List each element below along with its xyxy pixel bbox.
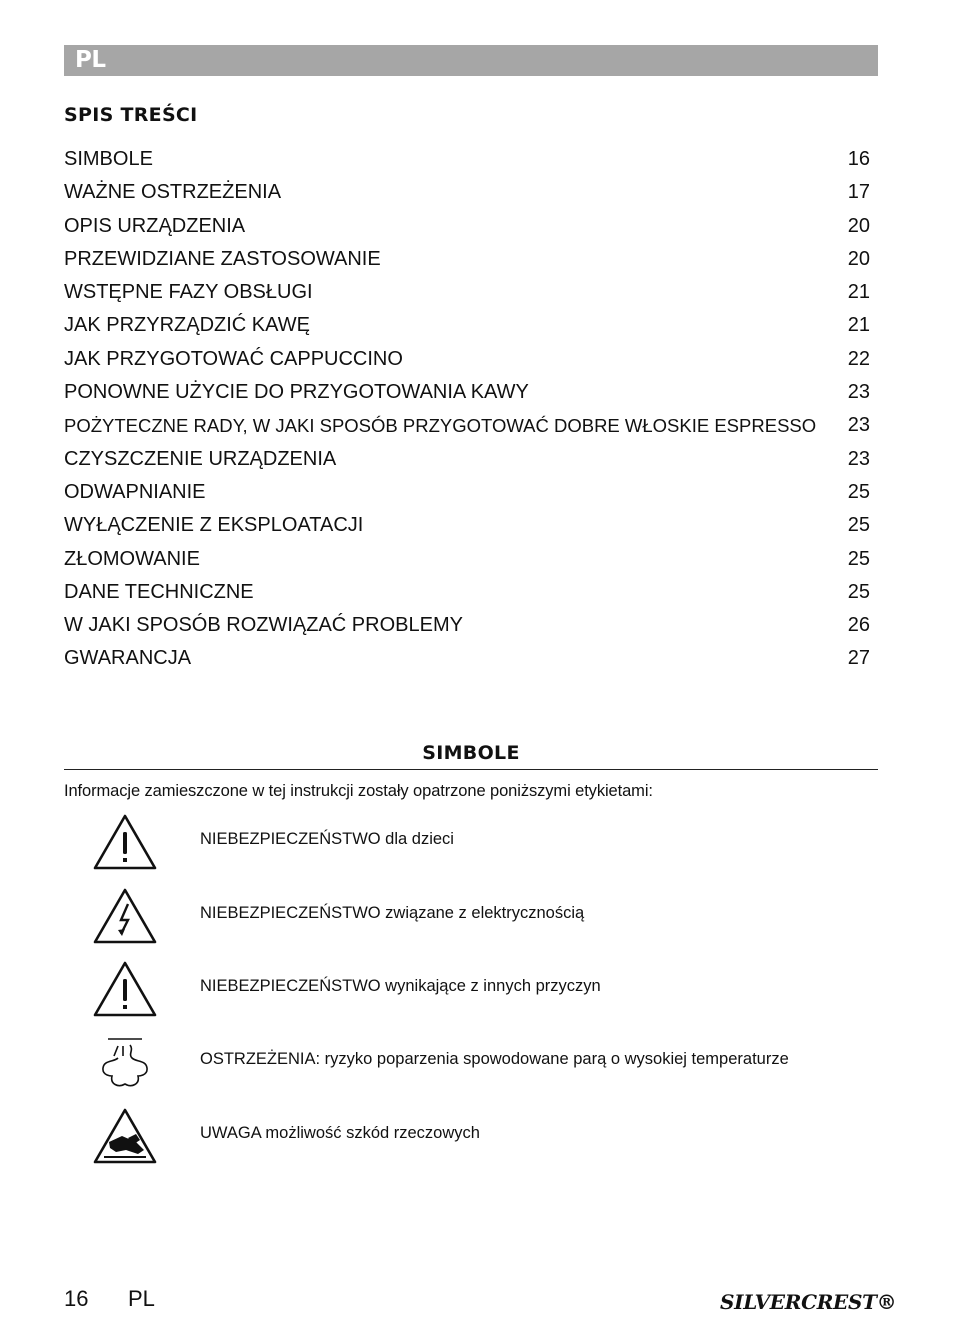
warning-triangle-icon (92, 959, 158, 1019)
toc-row[interactable] (64, 443, 870, 476)
warning-triangle-icon (92, 812, 158, 872)
toc-row[interactable] (64, 343, 870, 376)
toc-page: 25 (847, 547, 870, 570)
toc-row[interactable] (64, 276, 870, 309)
damage-caution-icon (92, 1106, 158, 1166)
toc-row[interactable] (64, 609, 870, 642)
toc-label: OPIS URZĄDZENIA (64, 214, 246, 237)
toc-label: PONOWNE UŻYCIE DO PRZYGOTOWANIA KAWY (64, 381, 529, 404)
toc-row[interactable] (64, 576, 870, 609)
brand-logo: SILVERCREST® (720, 1290, 897, 1314)
toc-label: ZŁOMOWANIE (64, 547, 200, 570)
symbols-intro: Informacje zamieszczone w tej instrukcji zostały opatrzone poniższymi etykietami: (64, 782, 653, 800)
footer-language: PL (128, 1286, 155, 1311)
toc-page: 21 (847, 281, 870, 304)
section-title: SIMBOLE (422, 742, 520, 764)
symbol-text: NIEBEZPIECZEŃSTWO związane z elektrycznością (200, 904, 585, 922)
section-divider (64, 769, 878, 770)
symbol-row (92, 886, 882, 946)
toc-page: 16 (847, 148, 870, 170)
language-code: PL (75, 47, 106, 73)
toc-label: GWARANCJA (64, 647, 192, 670)
toc-row[interactable] (64, 243, 870, 276)
toc-row[interactable] (64, 176, 870, 209)
toc-label: JAK PRZYRZĄDZIĆ KAWĘ (64, 314, 310, 337)
toc-page: 22 (847, 347, 870, 370)
toc-page: 23 (847, 447, 870, 470)
symbol-row (92, 1106, 882, 1166)
toc-row[interactable] (64, 376, 870, 409)
toc-page: 17 (847, 181, 870, 204)
toc-label: PRZEWIDZIANE ZASTOSOWANIE (64, 247, 381, 270)
toc-page: 20 (847, 247, 870, 270)
toc-label: WAŻNE OSTRZEŻENIA (64, 181, 282, 204)
toc-row[interactable] (64, 143, 870, 176)
toc-page: 25 (847, 514, 870, 537)
toc-label: DANE TECHNICZNE (64, 580, 254, 603)
toc-label: SIMBOLE (64, 148, 153, 170)
symbol-row (92, 1032, 882, 1092)
toc-page: 23 (847, 381, 870, 404)
toc-label: W JAKI SPOSÓB ROZWIĄZAĆ PROBLEMY (64, 614, 463, 637)
symbol-row (92, 812, 882, 872)
electric-hazard-icon (92, 886, 158, 946)
language-header-bar (64, 45, 878, 76)
toc-page: 20 (847, 214, 870, 237)
toc-label: JAK PRZYGOTOWAĆ CAPPUCCINO (64, 347, 403, 370)
toc-page: 27 (847, 647, 870, 670)
toc-row[interactable] (64, 642, 870, 675)
toc-title: SPIS TREŚCI (64, 104, 198, 126)
toc-label: ODWAPNIANIE (64, 480, 206, 503)
symbol-row (92, 959, 882, 1019)
toc-page: 21 (847, 314, 870, 337)
symbol-text: NIEBEZPIECZEŃSTWO dla dzieci (200, 830, 454, 848)
toc-page: 23 (847, 414, 870, 437)
toc-row[interactable] (64, 210, 870, 243)
page-number: 16 (64, 1286, 89, 1311)
toc-row[interactable] (64, 476, 870, 509)
toc-page: 25 (847, 580, 870, 603)
symbol-text: NIEBEZPIECZEŃSTWO wynikające z innych przyczyn (200, 977, 601, 995)
toc-row[interactable] (64, 409, 870, 442)
symbol-text: OSTRZEŻENIA: ryzyko poparzenia spowodowane parą o wysokiej temperaturze (200, 1050, 789, 1068)
toc-label: CZYSZCZENIE URZĄDZENIA (64, 447, 337, 470)
steam-burn-icon (92, 1032, 158, 1092)
toc-page: 26 (847, 614, 870, 637)
toc-label: WYŁĄCZENIE Z EKSPLOATACJI (64, 514, 364, 537)
toc-row[interactable] (64, 309, 870, 342)
toc-row[interactable] (64, 543, 870, 576)
table-of-contents (64, 143, 870, 676)
toc-label: POŻYTECZNE RADY, W JAKI SPOSÓB PRZYGOTOWAĆ DOBRE WŁOSKIE ESPRESSO (64, 415, 817, 437)
toc-row[interactable] (64, 509, 870, 542)
toc-label: WSTĘPNE FAZY OBSŁUGI (64, 281, 313, 304)
symbol-text: UWAGA możliwość szkód rzeczowych (200, 1124, 480, 1142)
toc-page: 25 (847, 480, 870, 503)
